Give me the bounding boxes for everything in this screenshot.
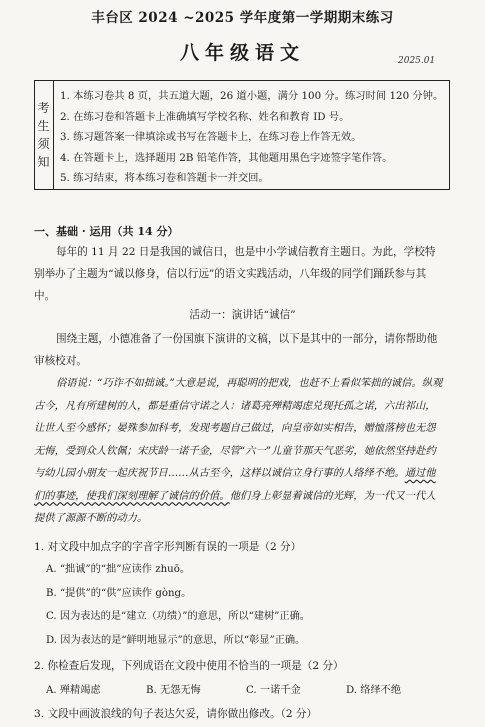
section-title: 一、基础 · 运用（共 14 分） [34, 225, 179, 238]
q2-option-b: B. 无怨无悔 [146, 685, 201, 696]
exam-title: 八年级语文 [179, 42, 305, 64]
question-3: 3. 文段中画波浪线的句子表达欠妥，请你做出修改。（2 分） [34, 708, 318, 720]
exam-header: 丰台区 2024 ~2025 学年度第一学期期末练习 [91, 10, 394, 26]
notice-list [60, 86, 445, 189]
q1-option-d: D. 因为表达的是“鲜明地显示”的意思，所以“彰显”正确。 [46, 635, 306, 646]
q2-option-c: C. 一诺千金 [246, 685, 301, 696]
speech-passage [34, 372, 444, 530]
notice-item: 3. 练习题答案一律填涂或书写在答题卡上，在练习卷上作答无效。 [60, 131, 362, 143]
activity-title: 活动一：演讲话“诚信” [189, 309, 296, 321]
exam-date: 2025.01 [398, 56, 436, 66]
q2-option-a: A. 殚精竭虑 [46, 685, 101, 696]
notice-item: 5. 练习结束，将本练习卷和答题卡一并交回。 [60, 172, 269, 184]
q1-option-a: A. “拙诚”的“拙”应读作 zhuō。 [46, 564, 191, 575]
speech-text: 俗语说：“巧诈不如拙诚。”大意是说，再聪明的把戏，也赶不上看似笨拙的诚信。纵观古今，凡有所建树的人，都是重信守诺之人：诸葛亮殚精竭虑兑现托孤之诺，六出祁山，让世人至今感怀；晏殊参加科考，发现考题自己做过，向皇帝如实相告，赠恤落榜也无怨无悔，受到众人钦佩；宋庆龄一诺千金，尽管“六一”儿童节那天气恶劣，她依然坚持赴约与幼儿园小朋友一起庆祝节日……从古至今，这样以诚信立身行事的人络绎不绝。 [34, 377, 443, 479]
notice-item: 2. 在练习卷和答题卡上准确填写学校名称、姓名和教育 ID 号。 [60, 110, 350, 123]
question-2: 2. 你检查后发现，下列成语在文段中使用不恰当的一项是（2 分） [34, 660, 344, 672]
activity-intro: 围绕主题，小德准备了一份国旗下演讲的文稿，以下是其中的一部分，请你帮助他审核校对。 [34, 333, 438, 367]
q1-option-b: B. “提供”的“供”应读作 gòng。 [46, 588, 192, 599]
notice-item: 1. 本练习卷共 8 页，共五道大题，26 道小题，满分 100 分。练习时间 120 分钟。 [60, 90, 444, 102]
q2-options [46, 681, 446, 696]
wavy-underlined-sentence: 通过他们的事迹，使我们深刻理解了诚信的价值。 [34, 467, 436, 502]
q2-option-d: D. 络绎不绝 [346, 685, 402, 696]
notice-label: 考 生 须 知 [34, 80, 54, 190]
speech-text-end: 他们身上彰显着诚信的光辉，为一代又一代人提供了源源不断的动力。 [34, 489, 436, 524]
notice-item: 4. 在答题卡上，选择题用 2B 铅笔作答，其他题用黑色字迹签字笔作答。 [60, 151, 393, 164]
question-1: 1. 对文段中加点字的字音字形判断有误的一项是（2 分） [34, 541, 302, 553]
q1-option-c: C. 因为表达的是“建立（功绩）”的意思，所以“建树”正确。 [46, 611, 310, 622]
intro-paragraph: 每年的 11 月 22 日是我国的诚信日，也是中小学诚信教育主题日。为此，学校特别举办了主题为“诚以修身，信以行远”的语文实践活动，八年级的同学们踊跃参与其中。 [34, 246, 436, 302]
